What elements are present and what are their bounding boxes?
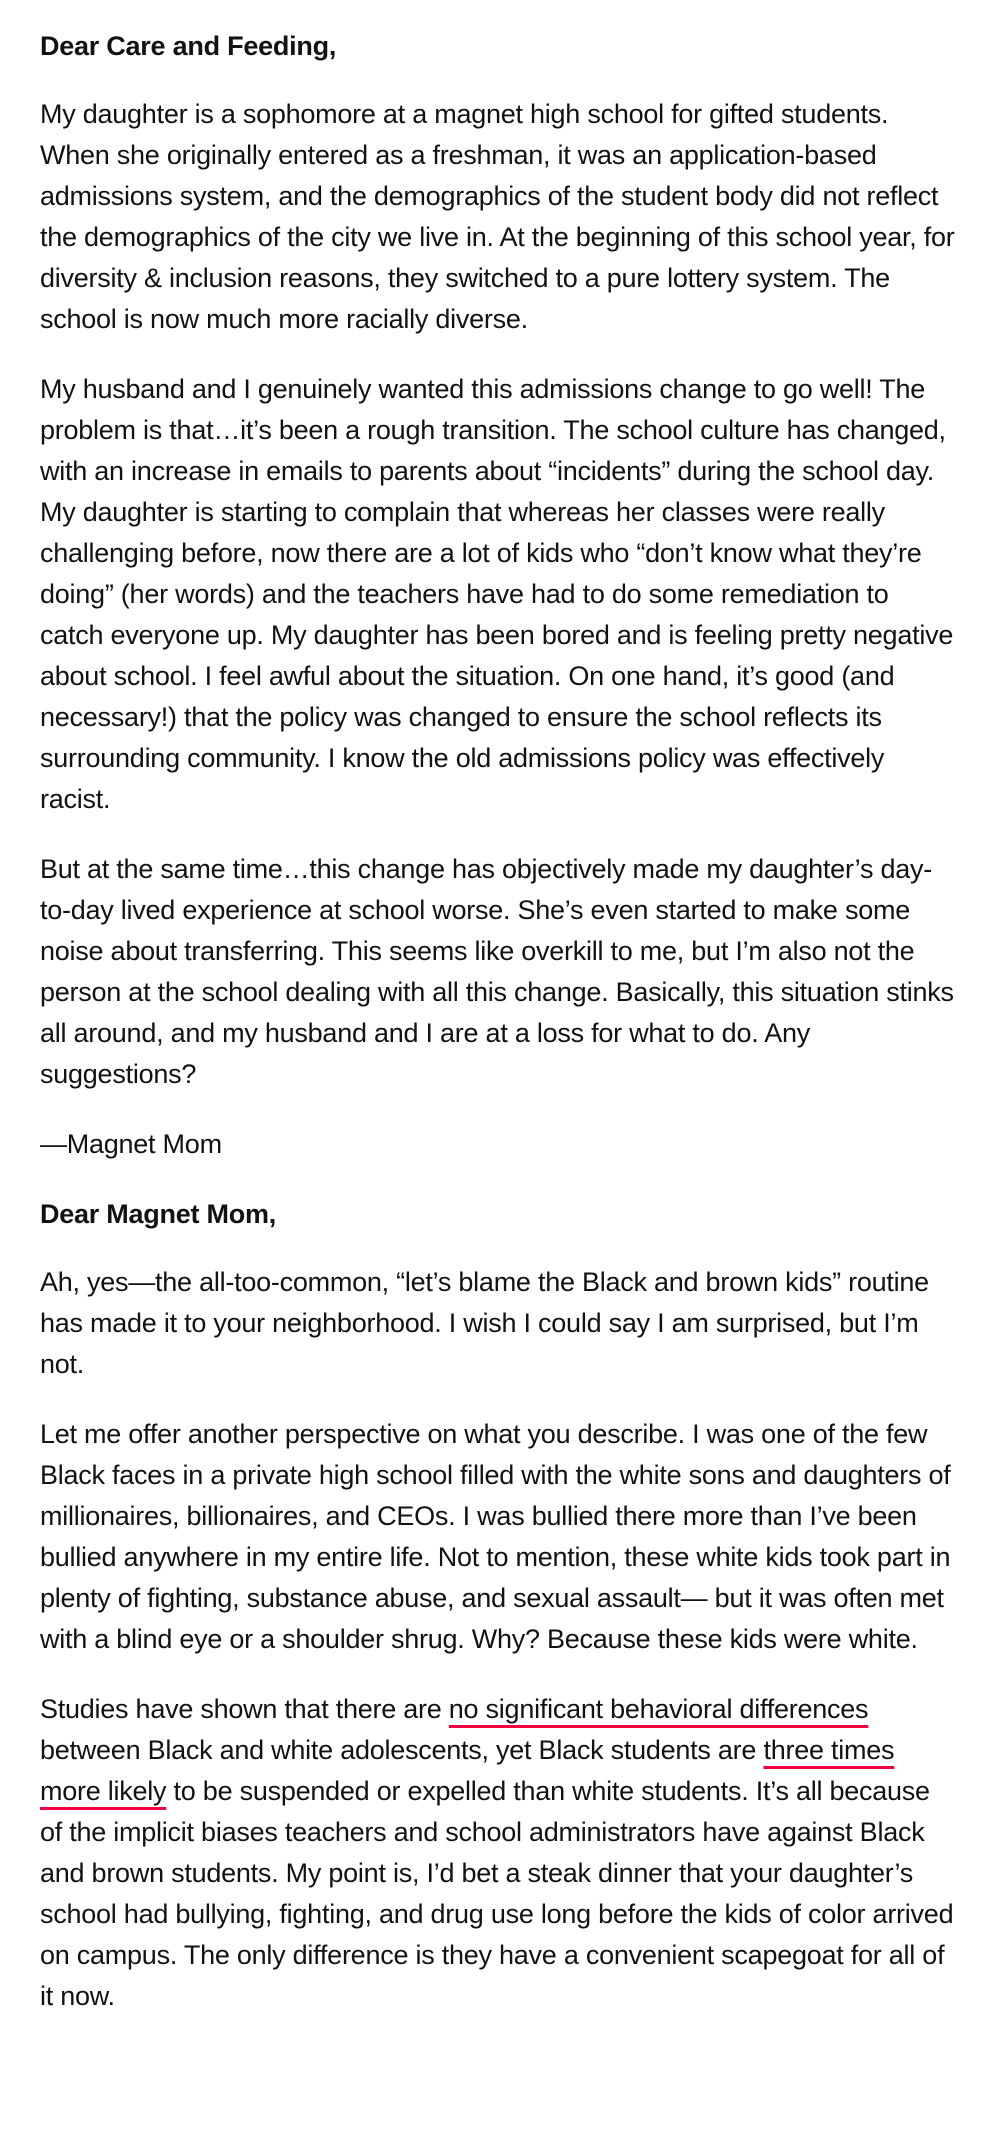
text-run: Ah, yes—the all-too-common, “let’s blame the Black and brown kids” routine has made it to your neighborhood. I wish I could say I am surprised, but I’m not.: [40, 1267, 929, 1379]
reply-paragraph-3: [40, 1689, 955, 2017]
letter-salutation: [40, 26, 955, 67]
text-run: Dear Care and Feeding,: [40, 31, 337, 61]
link-no-significant-behavioral-differences[interactable]: no significant behavioral differences: [448, 1694, 869, 1724]
letter-paragraph-3: [40, 849, 955, 1095]
reply-salutation: [40, 1194, 955, 1235]
text-run: My husband and I genuinely wanted this admissions change to go well! The problem is that…it’s been a rough transition. The school culture has changed, with an increase in emails to parents about “incidents” during the school day. My daughter is starting to complain that whereas her classes were really challenging before, now there are a lot of kids who “don’t know what they’re doing” (her words) and the teachers have had to do some remediation to catch everyone up. My daughter has been bored and is feeling pretty negative about school. I feel awful about the situation. On one hand, it’s good (and necessary!) that the policy was changed to ensure the school reflects its surrounding community. I know the old admissions policy was effectively racist.: [40, 374, 954, 814]
letter-paragraph-1: [40, 94, 955, 340]
link-three-times-more-likely[interactable]: three times more likely: [40, 1735, 895, 1806]
text-run: Let me offer another perspective on what you describe. I was one of the few Black faces in a private high school filled with the white sons and daughters of millionaires, billionaires, and CEOs. I was bullied there more than I’ve been bullied anywhere in my entire life. Not to mention, these white kids took part in plenty of fighting, substance abuse, and sexual assault— but it was often met with a blind eye or a shoulder shrug. Why? Because these kids were white.: [40, 1419, 951, 1654]
reply-paragraph-1: [40, 1262, 955, 1385]
text-run: Studies have shown that there are: [40, 1694, 449, 1724]
reply-paragraph-2: [40, 1414, 955, 1660]
text-run: My daughter is a sophomore at a magnet high school for gifted students. When she originally entered as a freshman, it was an application-based admissions system, and the demographics of the student body did not reflect the demographics of the city we live in. At the beginning of this school year, for diversity & inclusion reasons, they switched to a pure lottery system. The school is now much more racially diverse.: [40, 99, 955, 334]
article-body: [40, 26, 955, 2017]
text-run: But at the same time…this change has objectively made my daughter’s day-to-day lived experience at school worse. She’s even started to make some noise about transferring. This seems like overkill to me, but I’m also not the person at the school dealing with all this change. Basically, this situation stinks all around, and my husband and I are at a loss for what to do. Any suggestions?: [40, 854, 954, 1089]
text-run: between Black and white adolescents, yet Black students are: [40, 1735, 764, 1765]
letter-signature: [40, 1124, 955, 1165]
text-run: to be suspended or expelled than white students. It’s all because of the implicit biases teachers and school administrators have against Black and brown students. My point is, I’d bet a steak dinner that your daughter’s school had bullying, fighting, and drug use long before the kids of color arrived on campus. The only difference is they have a convenient scapegoat for all of it now.: [40, 1776, 954, 2011]
letter-paragraph-2: [40, 369, 955, 820]
text-run: —Magnet Mom: [40, 1129, 222, 1159]
text-run: Dear Magnet Mom,: [40, 1199, 277, 1229]
